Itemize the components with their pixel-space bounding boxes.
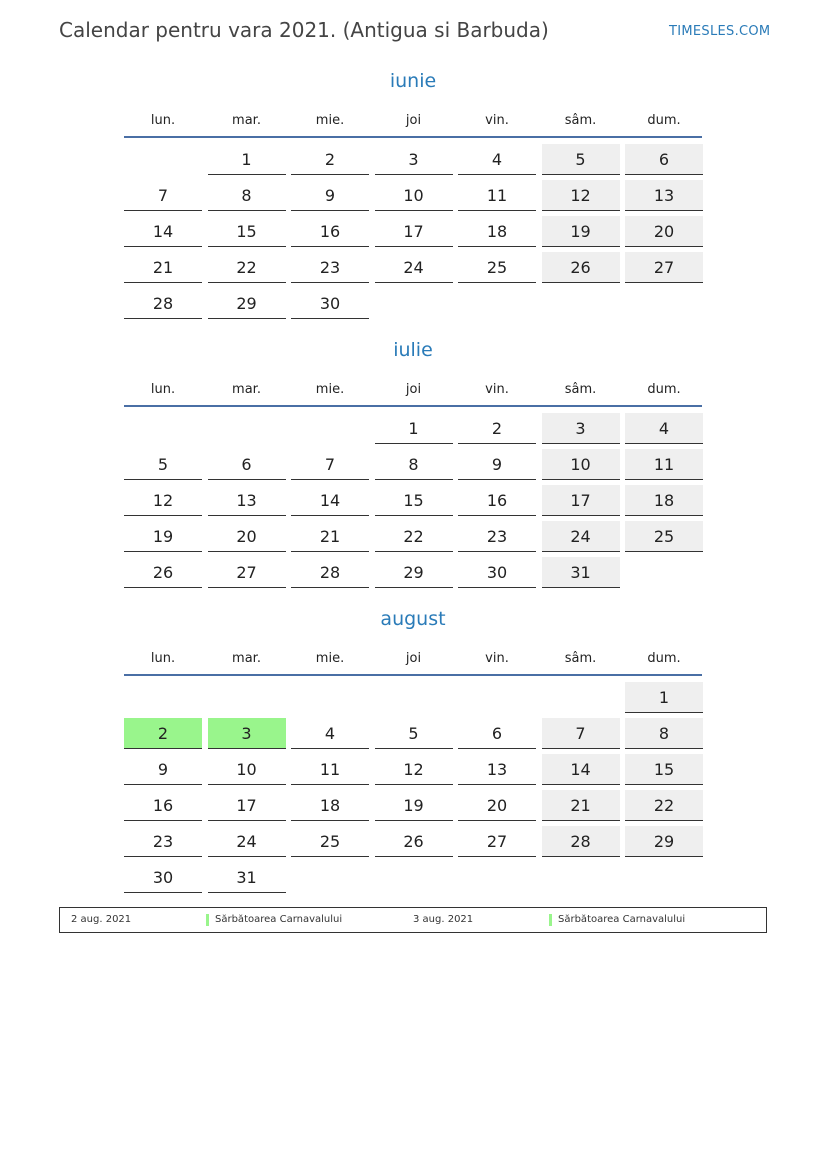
day-cell: 29: [208, 288, 286, 319]
day-cell: 24: [542, 521, 620, 552]
day-cell: 15: [208, 216, 286, 247]
day-cell: 5: [375, 718, 453, 749]
weekday-header: joi: [405, 382, 422, 397]
day-cell: 23: [291, 252, 369, 283]
day-cell: 7: [542, 718, 620, 749]
weekday-header: lun.: [150, 382, 176, 397]
weekday-header: vin.: [485, 113, 509, 128]
day-cell: 25: [625, 521, 703, 552]
holiday-color-marker: [206, 914, 209, 926]
weekday-header: sâm.: [564, 113, 597, 128]
day-cell: 16: [458, 485, 536, 516]
weekday-header: mie.: [315, 113, 345, 128]
weekday-header: lun.: [150, 113, 176, 128]
header-divider: [124, 136, 702, 138]
weekday-header: dum.: [647, 651, 681, 666]
day-cell: 8: [208, 180, 286, 211]
day-cell: 1: [625, 682, 703, 713]
day-cell: 10: [542, 449, 620, 480]
day-cell: 20: [208, 521, 286, 552]
day-cell: 11: [625, 449, 703, 480]
day-cell: 2: [458, 413, 536, 444]
day-cell: 17: [542, 485, 620, 516]
day-cell: 3: [375, 144, 453, 175]
day-cell: 14: [542, 754, 620, 785]
day-cell: 26: [124, 557, 202, 588]
day-cell: 9: [458, 449, 536, 480]
weekday-header: dum.: [647, 382, 681, 397]
day-cell: 7: [291, 449, 369, 480]
day-cell: 20: [458, 790, 536, 821]
day-cell: 31: [542, 557, 620, 588]
day-cell: 6: [208, 449, 286, 480]
day-cell: 1: [208, 144, 286, 175]
header-divider: [124, 674, 702, 676]
weekday-header: dum.: [647, 113, 681, 128]
month-title: iunie: [389, 70, 437, 92]
day-cell: 4: [625, 413, 703, 444]
day-cell: 30: [291, 288, 369, 319]
legend-item: [60, 908, 413, 932]
day-cell: 19: [542, 216, 620, 247]
weekday-header: mar.: [232, 113, 261, 128]
day-cell: 4: [458, 144, 536, 175]
day-cell: 16: [291, 216, 369, 247]
day-cell: 21: [542, 790, 620, 821]
day-cell: 28: [542, 826, 620, 857]
header-divider: [124, 405, 702, 407]
weekday-header: mar.: [232, 382, 261, 397]
day-cell: 9: [124, 754, 202, 785]
day-cell: 27: [458, 826, 536, 857]
weekday-header: lun.: [150, 651, 176, 666]
weekday-header: mar.: [232, 651, 261, 666]
day-cell: 31: [208, 862, 286, 893]
day-cell: 11: [291, 754, 369, 785]
day-cell: 18: [625, 485, 703, 516]
page-title: Calendar pentru vara 2021. (Antigua si Barbuda): [59, 18, 549, 42]
day-cell: 22: [208, 252, 286, 283]
day-cell: 10: [375, 180, 453, 211]
day-cell: 3: [542, 413, 620, 444]
day-cell: 11: [458, 180, 536, 211]
legend-date: 3 aug. 2021: [413, 914, 474, 925]
day-cell: 16: [124, 790, 202, 821]
day-cell: 19: [124, 521, 202, 552]
day-cell: 27: [208, 557, 286, 588]
day-cell: 15: [375, 485, 453, 516]
day-cell: 12: [542, 180, 620, 211]
day-cell: 27: [625, 252, 703, 283]
day-cell: 23: [458, 521, 536, 552]
day-cell: 29: [375, 557, 453, 588]
day-cell: 17: [375, 216, 453, 247]
day-cell: 28: [124, 288, 202, 319]
legend-holiday-name: Sărbătoarea Carnavalului: [558, 914, 686, 925]
day-cell: 8: [375, 449, 453, 480]
day-cell: 8: [625, 718, 703, 749]
holiday-legend: [59, 907, 767, 933]
weekday-header: sâm.: [564, 382, 597, 397]
day-cell: 21: [291, 521, 369, 552]
day-cell: 18: [291, 790, 369, 821]
day-cell: 14: [291, 485, 369, 516]
weekday-header: joi: [405, 113, 422, 128]
day-cell: 20: [625, 216, 703, 247]
legend-item: [413, 908, 766, 932]
day-cell: 28: [291, 557, 369, 588]
holiday-color-marker: [549, 914, 552, 926]
day-cell: 22: [375, 521, 453, 552]
month-title: august: [380, 608, 446, 630]
day-cell: 24: [208, 826, 286, 857]
legend-date: 2 aug. 2021: [71, 914, 132, 925]
day-cell: 5: [542, 144, 620, 175]
day-cell: 17: [208, 790, 286, 821]
day-cell: 14: [124, 216, 202, 247]
weekday-header: sâm.: [564, 651, 597, 666]
day-cell: 30: [458, 557, 536, 588]
day-cell: 6: [458, 718, 536, 749]
day-cell: 26: [542, 252, 620, 283]
day-cell: 1: [375, 413, 453, 444]
holiday-day-cell: 2: [124, 718, 202, 749]
day-cell: 6: [625, 144, 703, 175]
day-cell: 12: [124, 485, 202, 516]
day-cell: 10: [208, 754, 286, 785]
day-cell: 21: [124, 252, 202, 283]
day-cell: 2: [291, 144, 369, 175]
day-cell: 13: [208, 485, 286, 516]
day-cell: 4: [291, 718, 369, 749]
day-cell: 30: [124, 862, 202, 893]
day-cell: 26: [375, 826, 453, 857]
weekday-header: vin.: [485, 382, 509, 397]
day-cell: 13: [458, 754, 536, 785]
day-cell: 7: [124, 180, 202, 211]
day-cell: 24: [375, 252, 453, 283]
weekday-header: mie.: [315, 651, 345, 666]
day-cell: 29: [625, 826, 703, 857]
day-cell: 15: [625, 754, 703, 785]
day-cell: 13: [625, 180, 703, 211]
site-link[interactable]: TIMESLES.COM: [669, 24, 771, 39]
day-cell: 18: [458, 216, 536, 247]
day-cell: 9: [291, 180, 369, 211]
weekday-header: vin.: [485, 651, 509, 666]
day-cell: 23: [124, 826, 202, 857]
legend-holiday-name: Sărbătoarea Carnavalului: [215, 914, 343, 925]
weekday-header: mie.: [315, 382, 345, 397]
holiday-day-cell: 3: [208, 718, 286, 749]
month-title: iulie: [393, 339, 433, 361]
day-cell: 12: [375, 754, 453, 785]
day-cell: 25: [458, 252, 536, 283]
day-cell: 22: [625, 790, 703, 821]
day-cell: 5: [124, 449, 202, 480]
day-cell: 25: [291, 826, 369, 857]
day-cell: 19: [375, 790, 453, 821]
weekday-header: joi: [405, 651, 422, 666]
